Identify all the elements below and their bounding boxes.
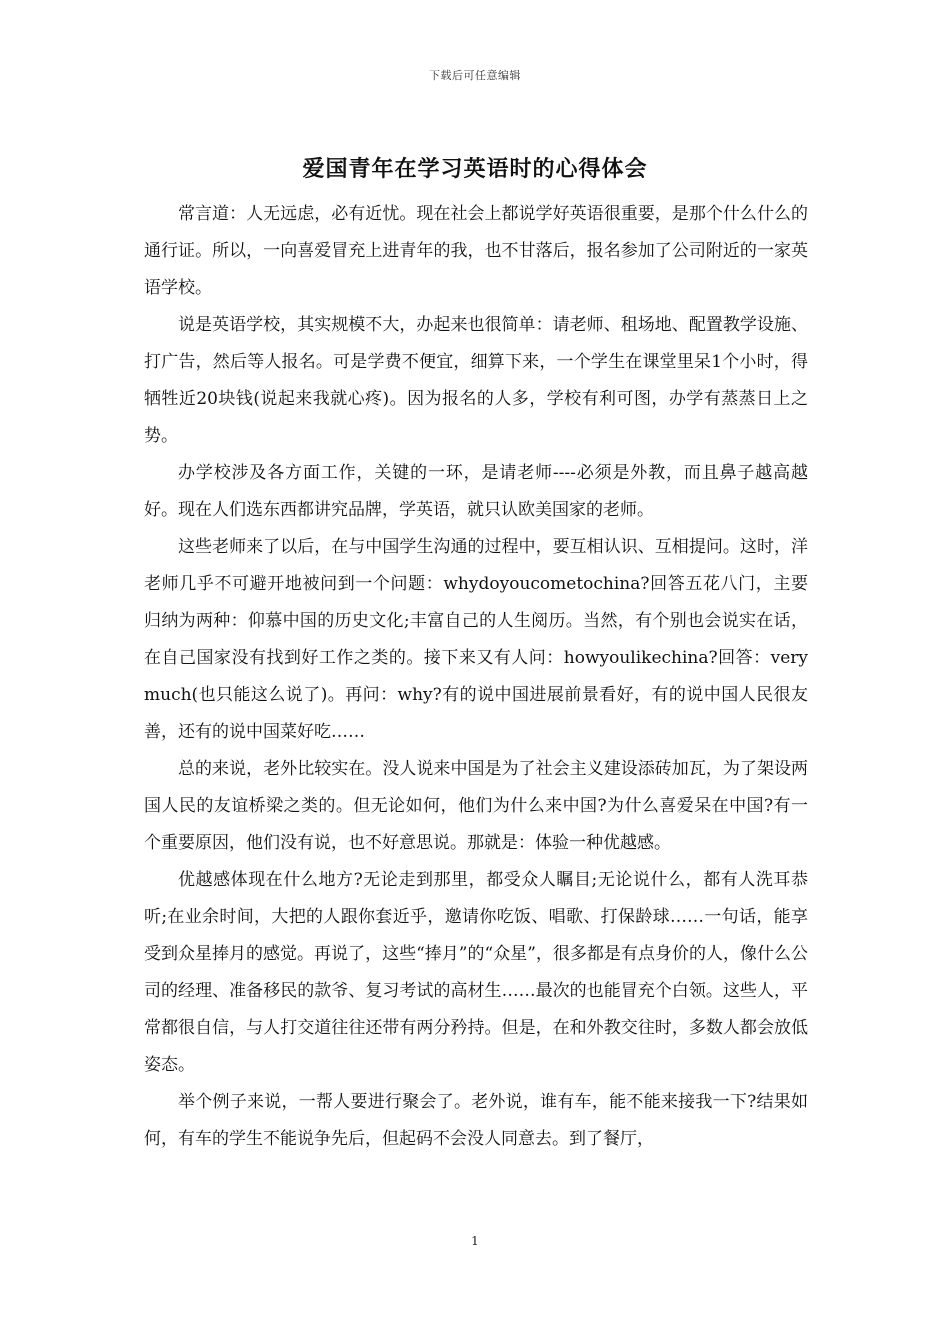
paragraph-5: 总的来说，老外比较实在。没人说来中国是为了社会主义建设添砖加瓦，为了架设两国人民的友谊桥梁之类的。但无论如何，他们为什么来中国?为什么喜爱呆在中国?有一个重要原因，他们没有说，也不好意思说。那就是：体验一种优越感。 [144,759,808,853]
paragraph-6: 优越感体现在什么地方?无论走到那里，都受众人瞩目;无论说什么，都有人洗耳恭听;在业余时间，大把的人跟你套近乎，邀请你吃饭、唱歌、打保龄球……一句话，能享受到众星捧月的感觉。再说了，这些“捧月”的“众星”，很多都是有点身价的人，像什么公司的经理、准备移民的款爷、复习考试的高材生……最次的也能冒充个白领。这些人，平常都很自信，与人打交道往往还带有两分矜持。但是，在和外教交往时，多数人都会放低姿态。 [144,870,808,1075]
paragraph-4: 这些老师来了以后，在与中国学生沟通的过程中，要互相认识、互相提问。这时，洋老师几乎不可避开地被问到一个问题：whydoyoucometochina?回答五花八门，主要归纳为两种：仰慕中国的历史文化;丰富自己的人生阅历。当然，有个别也会说实在话，在自己国家没有找到好工作之类的。接下来又有人问：howyoulikechina?回答：verymuch(也只能这么说了)。再问：why?有的说中国进展前景看好，有的说中国人民很友善，还有的说中国菜好吃…… [144,537,808,742]
document-title: 爱国青年在学习英语时的心得体会 [302,156,648,182]
page-number: 1 [471,1234,479,1248]
header-note: 下载后可任意编辑 [429,69,521,82]
paragraph-7: 举个例子来说，一帮人要进行聚会了。老外说，谁有车，能不能来接我一下?结果如何，有车的学生不能说争先后，但起码不会没人同意去。到了餐厅， [144,1092,808,1149]
paragraph-1: 常言道：人无远虑，必有近忧。现在社会上都说学好英语很重要，是那个什么什么的通行证。所以，一向喜爱冒充上进青年的我，也不甘落后，报名参加了公司附近的一家英语学校。 [144,204,808,298]
paragraph-3: 办学校涉及各方面工作，关键的一环，是请老师----必须是外教，而且鼻子越高越好。现在人们选东西都讲究品牌，学英语，就只认欧美国家的老师。 [144,463,808,520]
document-body [144,196,808,1158]
paragraph-2: 说是英语学校，其实规模不大，办起来也很简单：请老师、租场地、配置教学设施、打广告，然后等人报名。可是学费不便宜，细算下来，一个学生在课堂里呆1个小时，得牺牲近20块钱(说起来我就心疼)。因为报名的人多，学校有利可图，办学有蒸蒸日上之势。 [144,315,808,446]
